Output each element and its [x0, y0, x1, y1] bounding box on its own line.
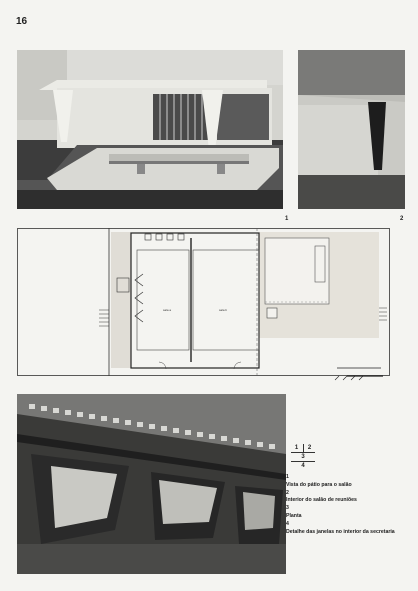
key-cell-4: 4 — [301, 463, 305, 469]
caption-text: Planta — [286, 512, 302, 519]
caption-text: Interior do salão de reuniões — [286, 497, 357, 504]
caption-number: 1 — [286, 474, 289, 480]
caption-text: Vista do pátio para o salão — [286, 481, 352, 488]
key-cell-2: 2 — [303, 444, 316, 452]
figure-number-1: 1 — [285, 216, 289, 222]
figure-number-2: 2 — [400, 216, 404, 222]
figure-layout-key — [288, 444, 318, 470]
photo-secretariat-windows — [17, 394, 286, 574]
figure-captions — [286, 474, 414, 536]
key-cell-1: 1 — [294, 445, 299, 451]
plan-label-room-b: sala b — [219, 308, 228, 312]
photo-meeting-hall-interior — [298, 50, 405, 209]
plan-label-room-a: sala a — [163, 308, 172, 312]
caption-number: 2 — [286, 489, 289, 496]
floor-plan — [17, 228, 407, 384]
key-cell-3: 3 — [301, 454, 305, 460]
caption-number: 3 — [286, 505, 289, 512]
photo-patio-view — [17, 50, 283, 209]
caption-number: 4 — [286, 520, 289, 527]
caption-text: Detalhe das janelas no interior da secretaria — [286, 528, 395, 535]
page-number: 16 — [16, 16, 28, 27]
